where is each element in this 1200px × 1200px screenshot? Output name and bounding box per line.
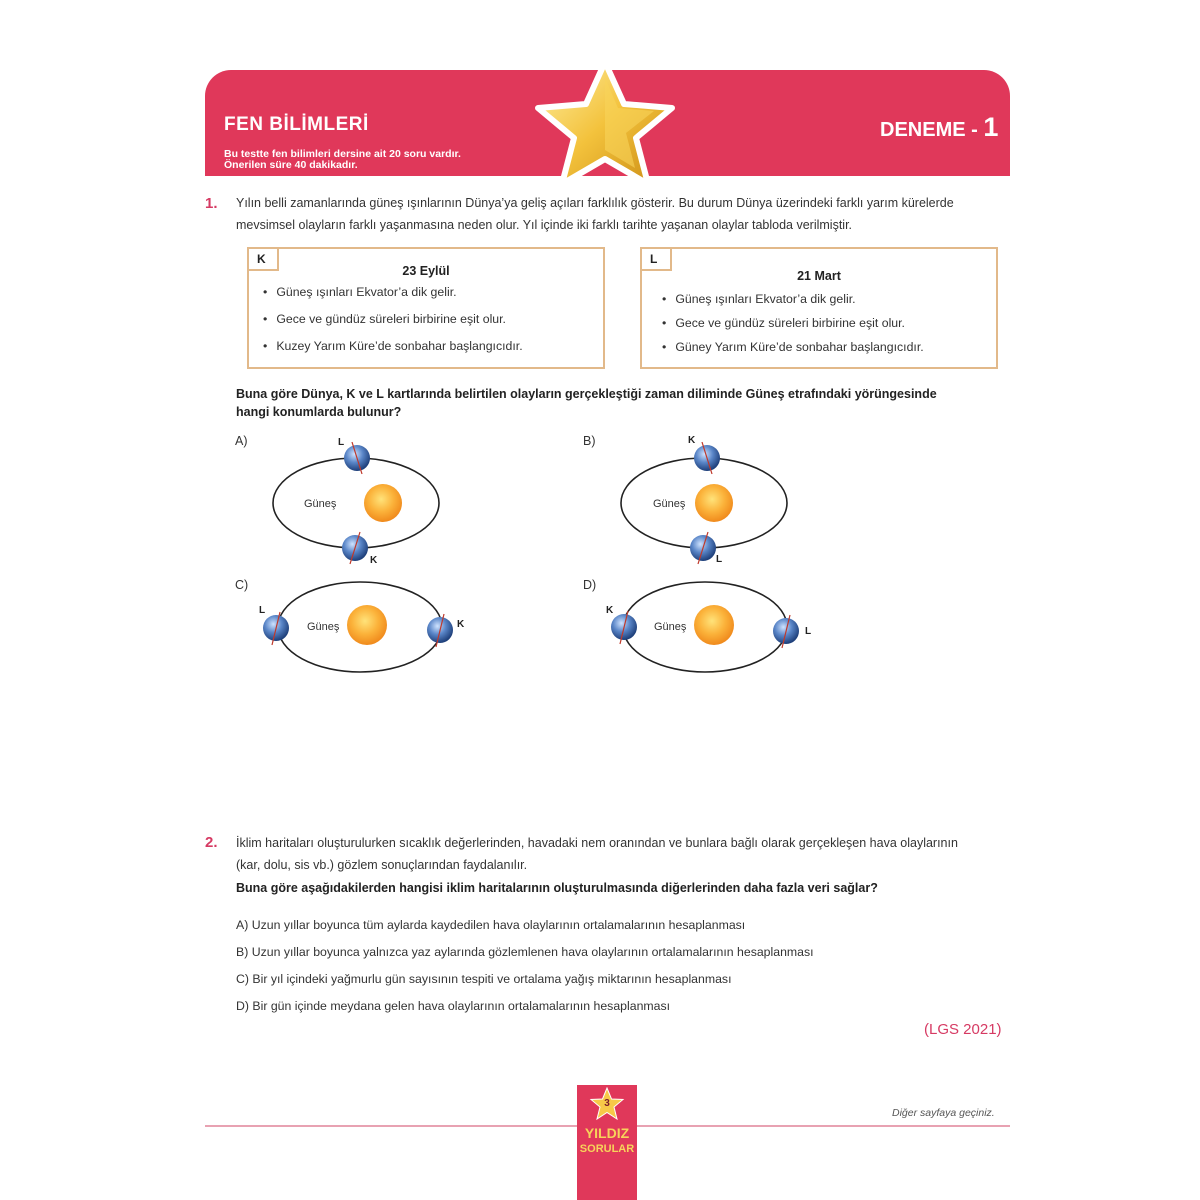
q1-text-line1: Yılın belli zamanlarında güneş ışınlarının Dünya’ya geliş açıları farklılık gösterir. Bu durum Dünya üzerindeki farklı yarım kürelerde (236, 196, 954, 210)
list-item: • Kuzey Yarım Küre’de sonbahar başlangıcıdır. (263, 333, 523, 360)
sun-label: Güneş (653, 498, 686, 510)
position-label: K (457, 619, 465, 630)
deneme-number: 1 (983, 112, 999, 142)
q2-option-a[interactable]: A) Uzun yıllar boyunca tüm aylarda kaydedilen hava olaylarının ortalamalarının hesaplanması (236, 918, 746, 932)
q2-number: 2. (205, 834, 218, 851)
test-info (224, 149, 461, 171)
q2-text (236, 832, 1009, 876)
q1-prompt-line1: Buna göre Dünya, K ve L kartlarında belirtilen olayların gerçekleştiği zaman diliminde Güneş etrafındaki yörüngesinde (236, 387, 937, 401)
q1-text (236, 192, 1009, 236)
brand-line1: YILDIZ (584, 1125, 630, 1141)
sun-label: Güneş (654, 621, 687, 633)
list-item: • Gece ve gündüz süreleri birbirine eşit olur. (662, 311, 924, 335)
card-k-list (263, 279, 523, 360)
position-label: K (606, 605, 614, 616)
q2-text-line1: İklim haritaları oluşturulurken sıcaklık değerlerinden, havadaki nem oranından ve bunlara bağlı olarak gerçekleşen hava olaylarının (236, 836, 958, 850)
q1-option-d-diagram[interactable] (602, 575, 822, 685)
sun-icon (347, 605, 387, 645)
sun-label: Güneş (304, 498, 337, 510)
page-number: 3 (604, 1098, 610, 1109)
card-k-tag: K (247, 247, 279, 271)
position-label: L (805, 626, 812, 637)
position-label: K (688, 435, 696, 446)
q2-option-b[interactable]: B) Uzun yıllar boyunca yalnızca yaz aylarında gözlemlenen hava olaylarının ortalamalarının hesaplanması (236, 945, 814, 959)
sun-icon (695, 484, 733, 522)
position-label: K (370, 555, 378, 566)
deneme-label (880, 112, 998, 143)
list-item: • Güneş ışınları Ekvator’a dik gelir. (263, 279, 523, 306)
q1-option-c-label[interactable]: C) (235, 578, 249, 592)
q2-option-d[interactable]: D) Bir gün içinde meydana gelen hava olaylarının ortalamalarının hesaplanması (236, 999, 671, 1013)
subject-title: FEN BİLİMLERİ (224, 114, 369, 135)
q1-option-a-diagram[interactable] (260, 430, 460, 570)
q1-option-d-label[interactable]: D) (583, 578, 597, 592)
position-label: L (338, 437, 345, 448)
star-icon (520, 58, 690, 188)
next-page-note: Diğer sayfaya geçiniz. (892, 1107, 995, 1119)
q1-prompt (236, 385, 1009, 421)
test-info-line2: Önerilen süre 40 dakikadır. (224, 159, 358, 171)
position-label: L (716, 554, 723, 565)
position-label: L (259, 605, 266, 616)
sun-icon (694, 605, 734, 645)
card-l-tag: L (640, 247, 672, 271)
card-l (640, 247, 998, 369)
q1-number: 1. (205, 195, 218, 212)
test-info-line1: Bu testte fen bilimleri dersine ait 20 soru vardır. (224, 148, 461, 160)
q2-text-line2: (kar, dolu, sis vb.) gözlem sonuçlarından faydalanılır. (236, 858, 528, 872)
q2-option-c[interactable]: C) Bir yıl içindeki yağmurlu gün sayısının tespiti ve ortalama yağış miktarının hesaplanması (236, 972, 732, 986)
q1-text-line2: mevsimsel olayların farklı yaşanmasına neden olur. Yıl içinde iki farklı tarihte yaşanan olaylar tabloda verilmiştir. (236, 218, 853, 232)
q1-option-b-label[interactable]: B) (583, 434, 596, 448)
brand-line2: SORULAR (579, 1143, 635, 1155)
q2-prompt: Buna göre aşağıdakilerden hangisi iklim haritalarının oluşturulmasında diğerlerinden daha fazla veri sağlar? (236, 881, 878, 895)
brand-badge (577, 1085, 637, 1200)
list-item: • Güney Yarım Küre’de sonbahar başlangıcıdır. (662, 335, 924, 359)
deneme-dash: - (971, 119, 978, 141)
sun-label: Güneş (307, 621, 340, 633)
q1-prompt-line2: hangi konumlarda bulunur? (236, 405, 402, 419)
q1-option-c-diagram[interactable] (255, 575, 475, 685)
source-label: (LGS 2021) (924, 1021, 1002, 1038)
card-l-list (662, 287, 924, 359)
card-k-title: 23 Eylül (402, 264, 450, 278)
q1-option-b-diagram[interactable] (608, 430, 808, 570)
card-k (247, 247, 605, 369)
card-l-title: 21 Mart (797, 269, 841, 283)
list-item: • Gece ve gündüz süreleri birbirine eşit olur. (263, 306, 523, 333)
list-item: • Güneş ışınları Ekvator’a dik gelir. (662, 287, 924, 311)
sun-icon (364, 484, 402, 522)
deneme-text: DENEME (880, 119, 966, 141)
q1-option-a-label[interactable]: A) (235, 434, 248, 448)
